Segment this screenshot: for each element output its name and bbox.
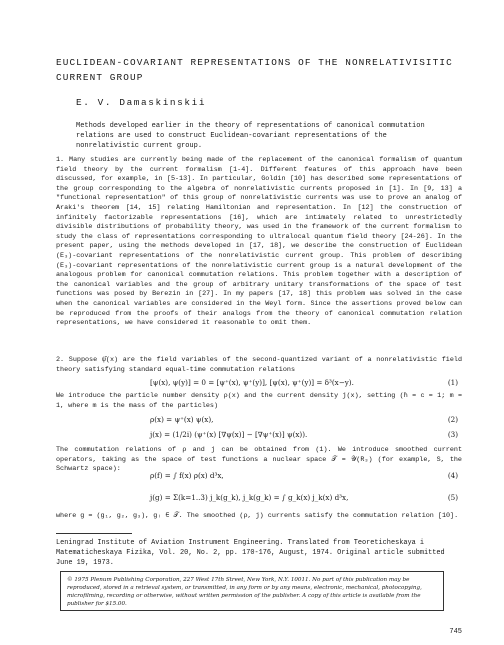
footnote-divider <box>56 533 132 534</box>
page-number: 745 <box>449 628 462 636</box>
paper-title: EUCLIDEAN-COVARIANT REPRESENTATIONS OF THE NONRELATIVISITIC CURRENT GROUP <box>56 57 453 83</box>
equation-1-number: (1) <box>447 378 458 387</box>
equation-2: ρ(x) = ψ⁺(x) ψ(x), <box>150 415 214 424</box>
abstract: Methods developed earlier in the theory of representations of canonical commutation relations are used to construct Euclidean-covariant representations of the nonrelativistic current group. <box>76 122 425 150</box>
equation-5: j(g) = Σ(k=1..3) j_k(g_k), j_k(g_k) = ∫ g_k(x) j_k(x) d³x, <box>150 493 349 502</box>
equation-3: j(x) = (1/2i) (ψ⁺(x) [∇ψ(x)] − [∇ψ⁺(x)] ψ(x)). <box>150 430 308 439</box>
equation-5-number: (5) <box>447 493 458 502</box>
paragraph-2: 2. Suppose ψ̂(x) are the field variables of the second-quantized variant of a nonrelativistic field theory satisfying standard equal-time commutation relations <box>56 356 462 374</box>
text-after-eq3: The commutation relations of ρ and j can be obtained from (1). We introduce smoothed current operators, taking as the space of test functions a nuclear space 𝒯 = 𝒴(R₃) (for example, S, the Schwartz space): <box>56 446 462 474</box>
copyright-notice: © 1975 Plenum Publishing Corporation, 227 West 17th Street, New York, N.Y. 10011. No part of this publication may be reproduced, stored in a retrieval system, or transmitted, in any form or by any means, electronic, mechanical, photocopying, microfilming, recording or otherwise, without written permission of the publisher. A copy of this article is available from the publisher for $15.00. <box>60 571 444 611</box>
equation-3-number: (3) <box>447 430 458 439</box>
equation-4: ρ(f) = ∫ f(x) ρ(x) d³x, <box>150 471 224 480</box>
paragraph-1: 1. Many studies are currently being made of the replacement of the canonical formalism of quantum field theory by the current formalism [1-4]. Different features of this approach have been discussed, for example, in [5-13]. In particular, Goldin [10] has described some representations of the group corresponding to the algebra of nonrelativistic currents proposed in [1]. In [9, 13] a "functional representation" of this group of nonrelativistic currents was use to prove an analog of Araki's theorem [14, 15] relating Hamiltonian and representation. In [12] the construction of infinitely factorizable representations [16], which are intimately related to unrestrictedly divisible distributions of probability theory, was used in the framework of the current formalism to study the class of representations corresponding to ultralocal quantum field theory [24-26]. In the present paper, using the methods developed in [17, 18], we describe the construction of Euclidean (E₃)-covariant representations of the nonrelativistic current group. This problem of describing (E₃)-covariant representations of the nonrelativistic current group is a natural development of the analogous problem for canonical commutation relations. This problem together with a description of the canonical variables and the group of arbitrary unitary transformations of the space of test functions was posed by Berezin in [27]. In my papers [17, 18] this problem was solved in the case when the canonical variables are considered in the Weyl form. Since the assertions proved below can be reproduced from the proofs of their analogs from the theory of canonical commutation relation representations, we have considered it reasonable to omit them. <box>56 156 462 328</box>
author-name: E. V. Damaskinskii <box>76 97 207 108</box>
text-after-eq5: where g = (g₁, g₂, g₃), gᵢ ∈ 𝒯. The smoothed (ρ, j) currents satisfy the commutation relation [10]. <box>56 512 459 520</box>
equation-4-number: (4) <box>447 471 458 480</box>
affiliation-footnote: Leningrad Institute of Aviation Instrument Engineering. Translated from Teoreticheskaya i Matematicheskaya Fizika, Vol. 20, No. 2, pp. 170-176, August, 1974. Original article submitted June 19, 1973. <box>56 539 445 567</box>
equation-2-number: (2) <box>447 415 458 424</box>
equation-1: [ψ(x), ψ(y)] = 0 = [ψ⁺(x), ψ⁺(y)], [ψ(x), ψ⁺(y)] = δ³(x−y). <box>150 378 354 387</box>
text-after-eq1: We introduce the particle number density ρ(x) and the current density j(x), setting (ħ = c = 1; m = 1, where m is the mass of the particles) <box>56 392 462 410</box>
